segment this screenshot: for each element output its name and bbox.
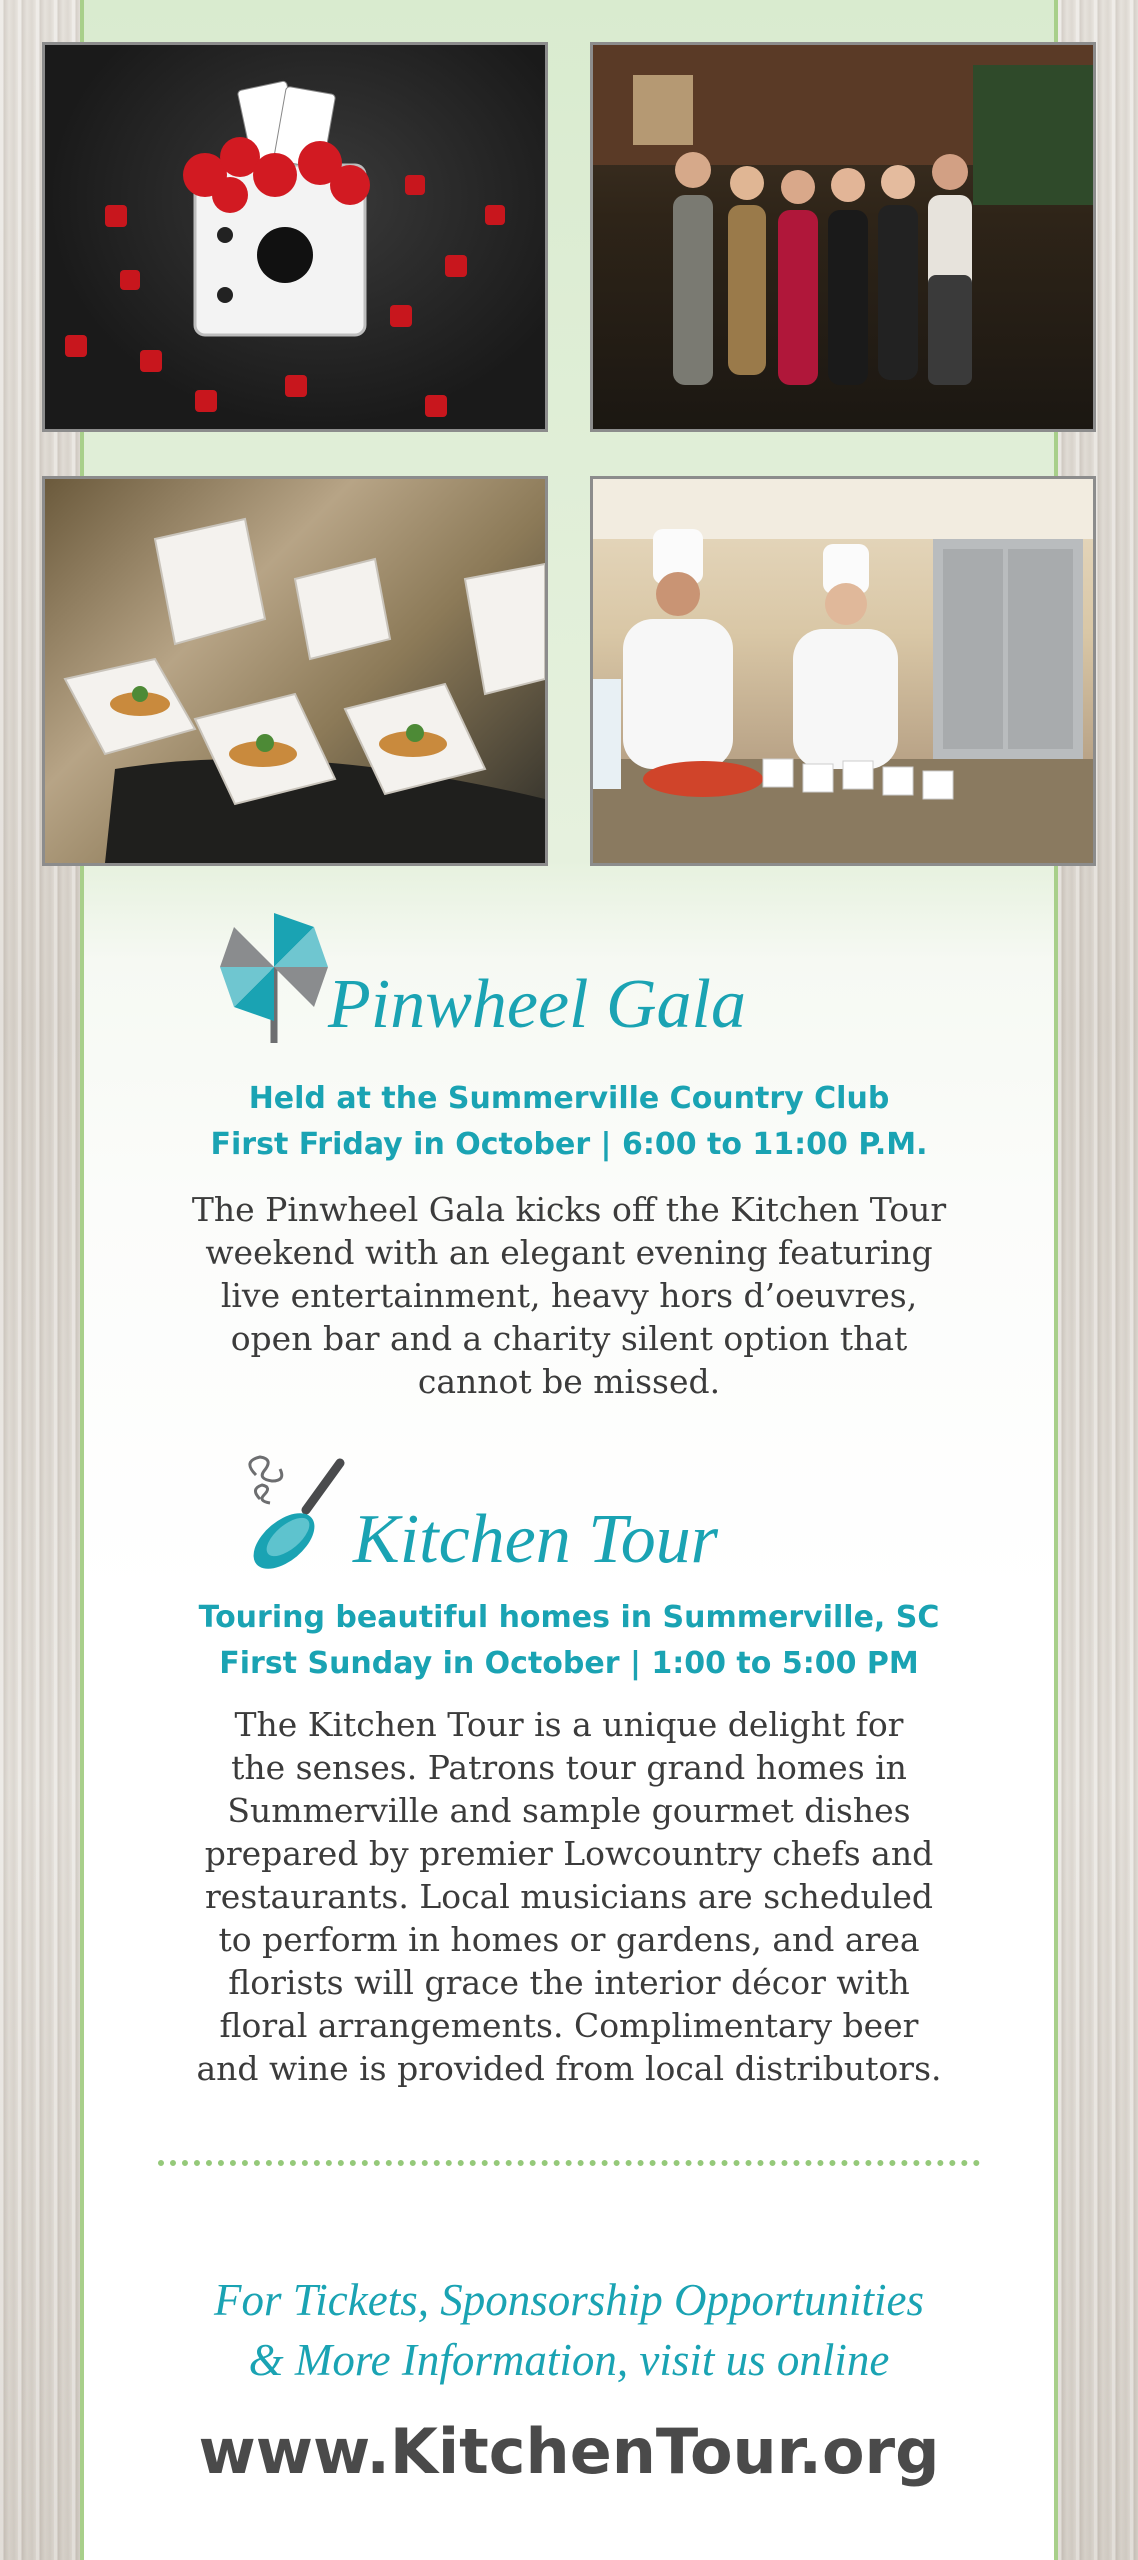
cta-line-2: & More Information, visit us online: [248, 2335, 890, 2385]
tour-description-line: restaurants. Local musicians are scheduled: [205, 1877, 933, 1916]
photo-dice-centerpiece: [42, 42, 548, 432]
gala-description-line: The Pinwheel Gala kicks off the Kitchen Tour: [191, 1190, 947, 1229]
gala-description: [150, 1188, 988, 1403]
gala-schedule: First Friday in October | 6:00 to 11:00 P.M.: [210, 1127, 928, 1162]
cta-line-1: For Tickets, Sponsorship Opportunities: [213, 2275, 925, 2325]
dice-centerpiece-illustration: [45, 45, 545, 429]
gala-description-line: cannot be missed.: [417, 1362, 721, 1401]
gala-description-line: live entertainment, heavy hors d’oeuvres,: [220, 1276, 918, 1315]
tour-description: [150, 1703, 988, 2090]
tour-description-line: to perform in homes or gardens, and area: [218, 1920, 920, 1959]
frying-pan-icon: [236, 1455, 346, 1570]
gala-description-line: weekend with an elegant evening featuring: [205, 1233, 933, 1272]
tour-description-line: florists will grace the interior décor with: [228, 1963, 910, 2002]
tour-description-line: and wine is provided from local distributors.: [196, 2049, 942, 2088]
gala-title: Pinwheel Gala: [328, 966, 746, 1043]
tour-location: Touring beautiful homes in Summerville, SC: [198, 1600, 940, 1635]
hors-doeuvres-illustration: [45, 479, 545, 863]
gala-guests-illustration: [593, 45, 1093, 429]
website-link[interactable]: www.KitchenTour.org: [198, 2415, 940, 2488]
tour-title: Kitchen Tour: [353, 1501, 718, 1578]
pinwheel-icon: [218, 905, 330, 1045]
photo-chefs: [590, 476, 1096, 866]
tour-description-line: the senses. Patrons tour grand homes in: [231, 1748, 907, 1787]
tour-description-line: The Kitchen Tour is a unique delight for: [234, 1705, 904, 1744]
dotted-divider: [158, 2160, 980, 2166]
tour-description-line: Summerville and sample gourmet dishes: [227, 1791, 911, 1830]
tour-description-line: prepared by premier Lowcountry chefs and: [204, 1834, 934, 1873]
gala-location: Held at the Summerville Country Club: [248, 1081, 890, 1116]
tour-schedule: First Sunday in October | 1:00 to 5:00 PM: [219, 1646, 919, 1681]
gala-description-line: open bar and a charity silent option that: [230, 1319, 908, 1358]
photo-hors-doeuvres: [42, 476, 548, 866]
photo-gala-guests: [590, 42, 1096, 432]
chefs-illustration: [593, 479, 1093, 863]
tour-description-line: floral arrangements. Complimentary beer: [219, 2006, 919, 2045]
